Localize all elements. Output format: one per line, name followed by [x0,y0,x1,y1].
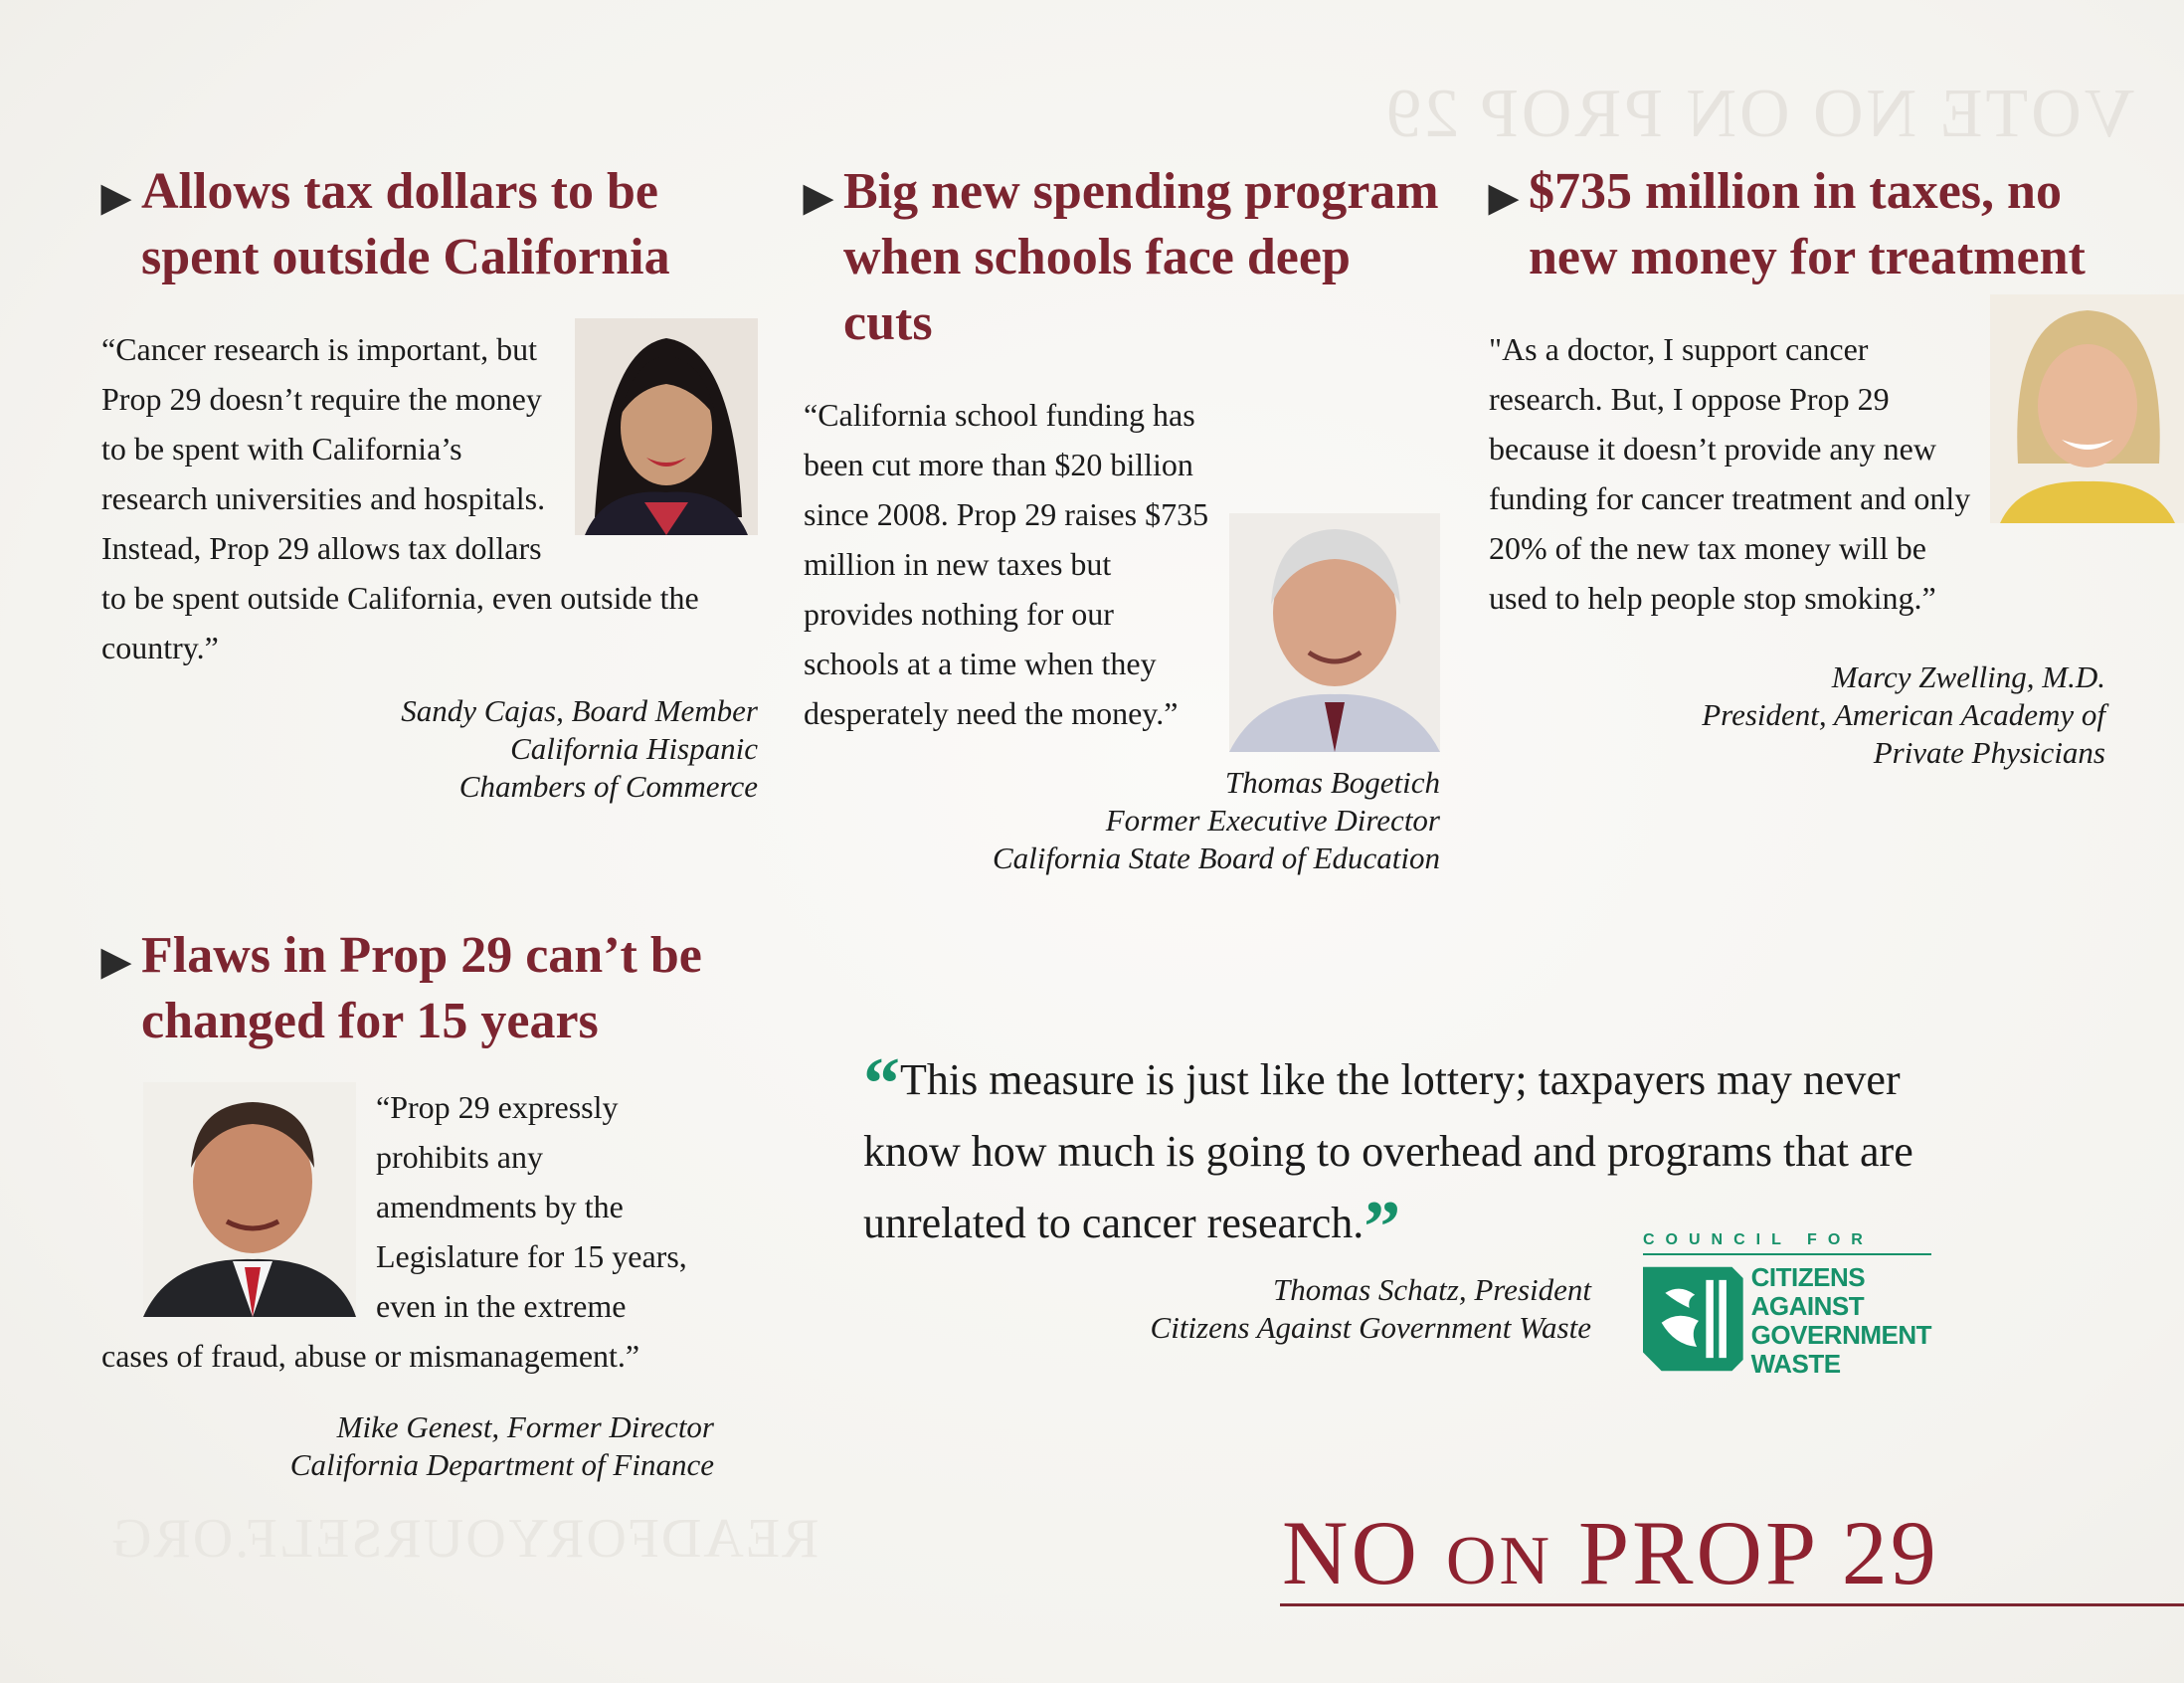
portrait-photo-marcy-zwelling [1990,294,2184,523]
logo-line: WASTE [1750,1349,1841,1379]
section-flaws [101,923,718,1484]
section-heading [101,159,758,290]
bullet-arrow-icon: ▶ [101,177,131,219]
portrait-photo-sandy-cajas [575,318,758,535]
section-tax-dollars [101,159,758,806]
quote-attribution [1489,658,2105,772]
footer-word-prop: PROP 29 [1578,1502,1939,1603]
attribution-line: California Hispanic [510,731,758,766]
footer-word-on: ON [1445,1523,1552,1599]
attribution-line: California Department of Finance [289,1447,714,1482]
section-taxes-treatment [1489,159,2145,772]
logo-line: CITIZENS [1750,1262,1866,1292]
attribution-line: President, American Academy of [1702,697,2105,732]
quote-text: “Cancer research is important, but Prop 29 doesn’t require the money to be spent with California’s research universities and hospitals. Instead, Prop 29 allows tax dollars to be spent outside California, even outside the country.” [101,331,699,665]
logo-body [1643,1263,1931,1379]
logo-line: GOVERNMENT [1750,1320,1931,1350]
attribution-line: California State Board of Education [992,841,1440,875]
portrait-photo-thomas-bogetich [1229,513,1440,752]
attribution-line: Citizens Against Government Waste [1150,1310,1591,1345]
heading-line-2: spent outside California [141,229,670,285]
logo-line: AGAINST [1750,1291,1865,1321]
footer-title [1282,1500,1939,1605]
footer-word-no: NO [1282,1502,1420,1603]
footer-banner [1280,1492,2184,1606]
attribution-line: Mike Genest, Former Director [336,1409,714,1444]
attribution-line: Thomas Bogetich [1224,765,1440,800]
logo-text [1751,1263,1931,1379]
quote-attribution [101,1408,714,1484]
attribution-line: Marcy Zwelling, M.D. [1831,659,2105,694]
heading-line-2: new money for treatment [1529,229,2086,285]
featured-quote-attribution [1054,1271,1591,1347]
featured-quote-text: This measure is just like the lottery; taxpayers may never know how much is going to overhead and programs that are unrelated to cancer research. [863,1055,1913,1247]
close-quote-mark: ” [1364,1187,1401,1268]
heading-line-1: Big new spending program [843,163,1439,220]
section-heading [804,159,1440,356]
bullet-arrow-icon: ▶ [1489,177,1519,219]
attribution-line: Sandy Cajas, Board Member [401,693,758,728]
featured-quote-body [863,1043,1987,1268]
heading-line-1: $735 million in taxes, no [1529,163,2062,220]
quote-text: “Prop 29 expressly prohibits any amendments by the Legislature for 15 years, even in the extreme cases of fraud, abuse or mismanagement.” [101,1089,687,1374]
section-heading [101,923,718,1054]
section-spending-program [804,159,1440,877]
quote-attribution [804,760,1440,877]
heading-line-2: changed for 15 years [141,993,599,1049]
quote-text: “California school funding has been cut more than $20 billion since 2008. Prop 29 raises $735 million in new taxes but provides nothing for our schools at a time when they desperately need the money.” [804,397,1209,731]
heading-line-2: when schools face deep cuts [843,229,1351,351]
attribution-line: Chambers of Commerce [458,769,758,804]
quote-text: "As a doctor, I support cancer research. But, I oppose Prop 29 because it doesn’t provide any new funding for cancer treatment and only 20% of the new tax money will be used to help people stop smoking.” [1489,331,1971,616]
heading-line-1: Flaws in Prop 29 can’t be [141,927,702,984]
background-ghost-footer: READFORYOURSELF.ORG [109,1508,819,1570]
section-heading [1489,159,2145,290]
cagw-logo [1643,1231,1931,1379]
background-ghost-title: VOTE NO ON PROP 29 [1382,76,2134,152]
open-quote-mark: “ [863,1043,900,1125]
bullet-arrow-icon: ▶ [804,177,833,219]
portrait-photo-mike-genest [143,1082,356,1317]
quote-attribution [101,692,758,806]
attribution-line: Former Executive Director [1105,803,1440,838]
eagle-emblem-icon [1643,1263,1743,1375]
logo-top-text: COUNCIL FOR [1643,1231,1931,1255]
bullet-arrow-icon: ▶ [101,941,131,983]
attribution-line: Private Physicians [1873,735,2105,770]
attribution-line: Thomas Schatz, President [1272,1272,1591,1307]
heading-line-1: Allows tax dollars to be [141,163,658,220]
featured-quote [863,1043,1987,1268]
